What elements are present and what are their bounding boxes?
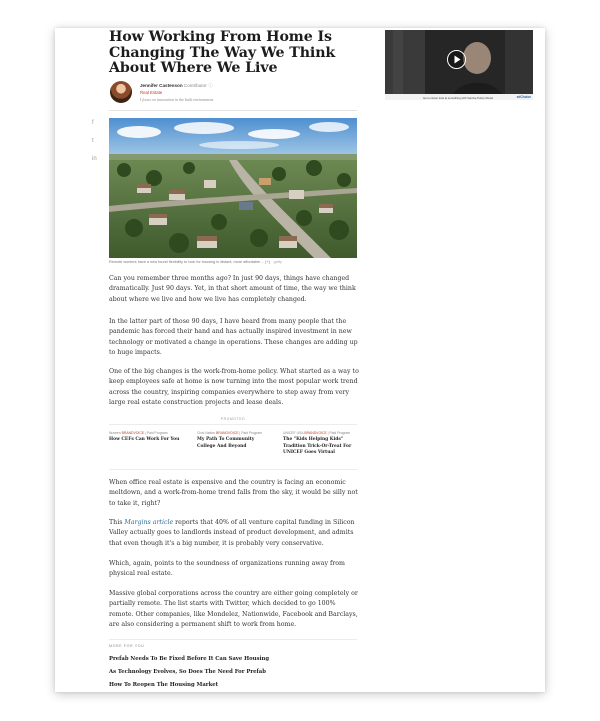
author-bio: I focus on innovation in the built environment. (140, 97, 215, 102)
author-byline[interactable] (140, 83, 213, 89)
article-paragraph: Massive global corporations across the country are either going completely or partially remote. The list starts with Twitter, which decided to go 100% remote. Other companies, like Mondelez, Nationwide, Facebook and Barclays, are also considering a permanent shift to work from home. (109, 590, 358, 629)
more-for-you-label: MORE FOR YOU (109, 644, 145, 648)
video-ad-bar[interactable] (385, 94, 533, 100)
promoted-sponsor: UNICEF USA BRANDVOICE | Paid Program (283, 431, 351, 435)
suburban-aerial-illustration (109, 118, 357, 258)
info-icon[interactable]: ⓘ (207, 83, 213, 88)
article-paragraph-with-link: This Margins article reports that 40% of all venture capital funding in Silicon Valley actually goes to landlords instead of product development, and admits that even though it's a big number, it is probably very conservative. (109, 519, 355, 547)
promoted-item[interactable] (197, 431, 271, 450)
more-for-you-link[interactable]: Prefab Needs To Be Fixed Before It Can Save Housing (109, 656, 270, 662)
promoted-divider (109, 424, 357, 425)
article-title: How Working From Home Is Changing The Way We Think About Where We Live (109, 29, 336, 76)
video-ad-brand: edChoice (516, 95, 531, 99)
hero-caption-text[interactable]: Remote workers have a new found flexibility to look for housing in distant, more affordable ... [+] (109, 260, 270, 264)
article-page (55, 28, 545, 692)
author-section[interactable]: Real Estate (140, 90, 163, 95)
article-paragraph: When office real estate is expensive and the country is facing an economic meltdown, and a work-from-home trend falls from the sky, it would be silly not to take it, right? (109, 479, 358, 507)
article-paragraph: Which, again, points to the soundness of organizations running away from physical real estate. (109, 560, 345, 578)
article-paragraph: One of the big changes is the work-from-home policy. What started as a way to keep employees safe at home is now turning into the most popular work trend across the country, inspiring companies everywhere to step away from very large real estate construction projects and lease deals. (109, 368, 359, 407)
author-name[interactable]: Jennifer Castenson (140, 83, 183, 88)
margins-article-link[interactable]: Margins article (124, 519, 174, 526)
article-paragraph: In the latter part of those 90 days, I have heard from many people that the pandemic has forced their hand and has actually inspired investment in new technology or motivated a change in operations. These changes are adding up to huge impacts. (109, 318, 358, 357)
linkedin-share-icon[interactable]: in (92, 156, 97, 162)
promoted-title[interactable]: How CEFs Can Work For You (109, 437, 180, 443)
facebook-share-icon[interactable]: f (92, 120, 94, 126)
article-paragraph: Can you remember three months ago? In just 90 days, things have changed dramatically. Just 90 days. Yet, in that short amount of time, the way we think about where we live and how we live has completely changed. (109, 275, 356, 303)
twitter-share-icon[interactable]: t (92, 138, 94, 144)
hero-image (109, 118, 357, 258)
promoted-label: PROMOTED (220, 417, 246, 421)
promoted-title[interactable]: The "Kids Helping Kids" Tradition Trick-Or-Treat For UNICEF Goes Virtual (283, 437, 352, 455)
promoted-title[interactable]: My Path To Community College And Beyond (197, 437, 255, 449)
video-ad-text: Get a closer look at something with Vantive Policy Model (423, 95, 494, 100)
promoted-item[interactable] (109, 431, 183, 444)
byline-divider (109, 110, 357, 111)
play-icon (448, 51, 465, 68)
more-for-you-link[interactable]: As Technology Evolves, So Does The Need For Prefab (109, 669, 266, 675)
promoted-divider (109, 469, 357, 470)
hero-credit: getty (273, 260, 282, 264)
author-avatar[interactable] (110, 81, 132, 103)
author-role: Contributor (183, 83, 207, 88)
promoted-sponsor: Civic Nation BRANDVOICE | Paid Program (197, 431, 262, 435)
play-button[interactable] (447, 50, 466, 69)
hero-caption (109, 260, 282, 264)
promoted-item[interactable] (283, 431, 357, 456)
more-for-you-link[interactable]: How To Reopen The Housing Market (109, 682, 219, 688)
more-divider (109, 639, 357, 640)
promoted-sponsor: Nuveen BRANDVOICE | Paid Program (109, 431, 168, 435)
